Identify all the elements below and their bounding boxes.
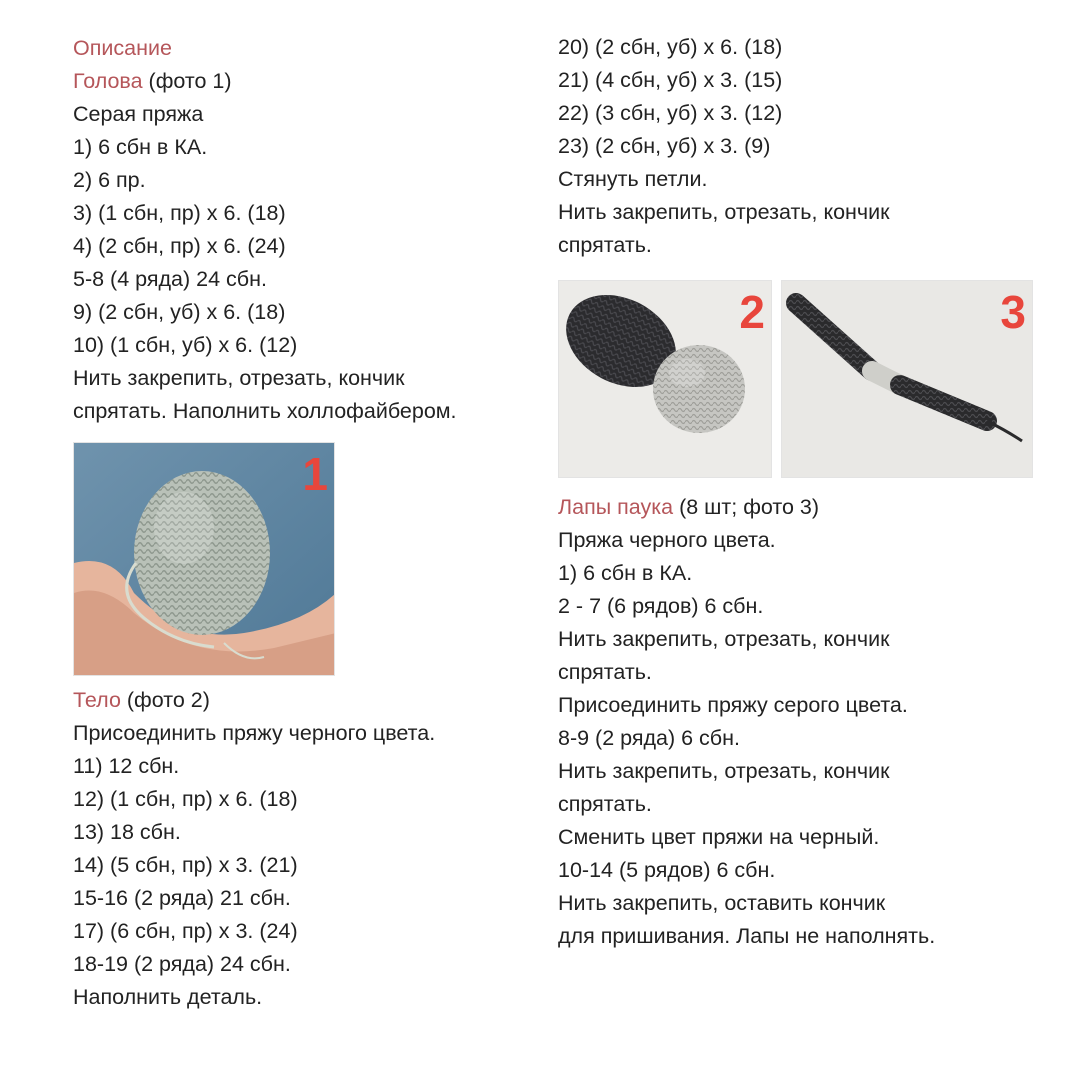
instruction-line: Серая пряжа [73, 102, 204, 126]
body-photo-note: (фото 2) [120, 688, 210, 712]
instruction-line: Наполнить деталь. [73, 985, 263, 1009]
instruction-line: 14) (5 сбн, пр) х 3. (21) [73, 853, 298, 877]
instruction-line: Нить закрепить, оставить кончик [558, 891, 886, 915]
body-instructions-continued [558, 31, 1058, 262]
legs-heading-line [558, 491, 1058, 524]
instruction-line: Нить закрепить, отрезать, кончик [73, 366, 405, 390]
instruction-line: спрятать. [558, 233, 652, 257]
instruction-line: 20) (2 сбн, уб) х 6. (18) [558, 35, 783, 59]
instruction-line: 4) (2 сбн, пр) х 6. (24) [73, 234, 286, 258]
instruction-line: Сменить цвет пряжи на черный. [558, 825, 880, 849]
photo-1-number: 1 [302, 448, 328, 500]
instruction-line: Присоединить пряжу серого цвета. [558, 693, 908, 717]
instruction-line: 1) 6 сбн в КА. [558, 561, 693, 585]
left-column [73, 32, 533, 1014]
instruction-line: 15-16 (2 ряда) 21 сбн. [73, 886, 291, 910]
photo-3-leg [781, 280, 1033, 478]
instruction-line: Нить закрепить, отрезать, кончик [558, 200, 890, 224]
instruction-line: 5-8 (4 ряда) 24 сбн. [73, 267, 267, 291]
instruction-line: Пряжа черного цвета. [558, 528, 776, 552]
legs-heading: Лапы паука [558, 495, 674, 519]
photo-2-body [558, 280, 772, 478]
instruction-line: Нить закрепить, отрезать, кончик [558, 627, 890, 651]
description-title: Описание [73, 36, 172, 60]
instruction-line: 9) (2 сбн, уб) х 6. (18) [73, 300, 286, 324]
instruction-line: 10) (1 сбн, уб) х 6. (12) [73, 333, 298, 357]
head-heading-line [73, 65, 533, 98]
body-heading: Тело [73, 688, 121, 712]
right-column [558, 31, 1058, 953]
instruction-line: спрятать. [558, 792, 652, 816]
instruction-line: 2) 6 пр. [73, 168, 146, 192]
photo-row [558, 280, 1058, 478]
head-photo-note: (фото 1) [142, 69, 232, 93]
instruction-line: 3) (1 сбн, пр) х 6. (18) [73, 201, 286, 225]
instruction-line: спрятать. Наполнить холлофайбером. [73, 399, 457, 423]
instruction-line: Нить закрепить, отрезать, кончик [558, 759, 890, 783]
head-instructions [73, 98, 533, 428]
legs-instructions [558, 524, 1058, 953]
body-instructions [73, 717, 533, 1014]
instruction-line: 2 - 7 (6 рядов) 6 сбн. [558, 594, 764, 618]
instruction-line: 10-14 (5 рядов) 6 сбн. [558, 858, 776, 882]
photo-3-image [782, 281, 1033, 478]
instruction-line: 1) 6 сбн в КА. [73, 135, 208, 159]
instruction-line: 18-19 (2 ряда) 24 сбн. [73, 952, 291, 976]
instruction-line: спрятать. [558, 660, 652, 684]
instruction-line: 23) (2 сбн, уб) х 3. (9) [558, 134, 771, 158]
photo-1-image [74, 443, 335, 676]
instruction-line: 17) (6 сбн, пр) х 3. (24) [73, 919, 298, 943]
instruction-line: 8-9 (2 ряда) 6 сбн. [558, 726, 740, 750]
instruction-line: 21) (4 сбн, уб) х 3. (15) [558, 68, 783, 92]
head-heading: Голова [73, 69, 143, 93]
instruction-line: 13) 18 сбн. [73, 820, 181, 844]
body-heading-line [73, 684, 533, 717]
instruction-line: для пришивания. Лапы не наполнять. [558, 924, 936, 948]
legs-photo-note: (8 шт; фото 3) [673, 495, 820, 519]
instruction-line: Стянуть петли. [558, 167, 708, 191]
instruction-line: 22) (3 сбн, уб) х 3. (12) [558, 101, 783, 125]
photo-2-number: 2 [739, 286, 765, 338]
photo-3-number: 3 [1000, 286, 1026, 338]
instruction-line: 12) (1 сбн, пр) х 6. (18) [73, 787, 298, 811]
instruction-line: 11) 12 сбн. [73, 754, 180, 778]
photo-1-head [73, 442, 335, 676]
instruction-line: Присоединить пряжу черного цвета. [73, 721, 436, 745]
